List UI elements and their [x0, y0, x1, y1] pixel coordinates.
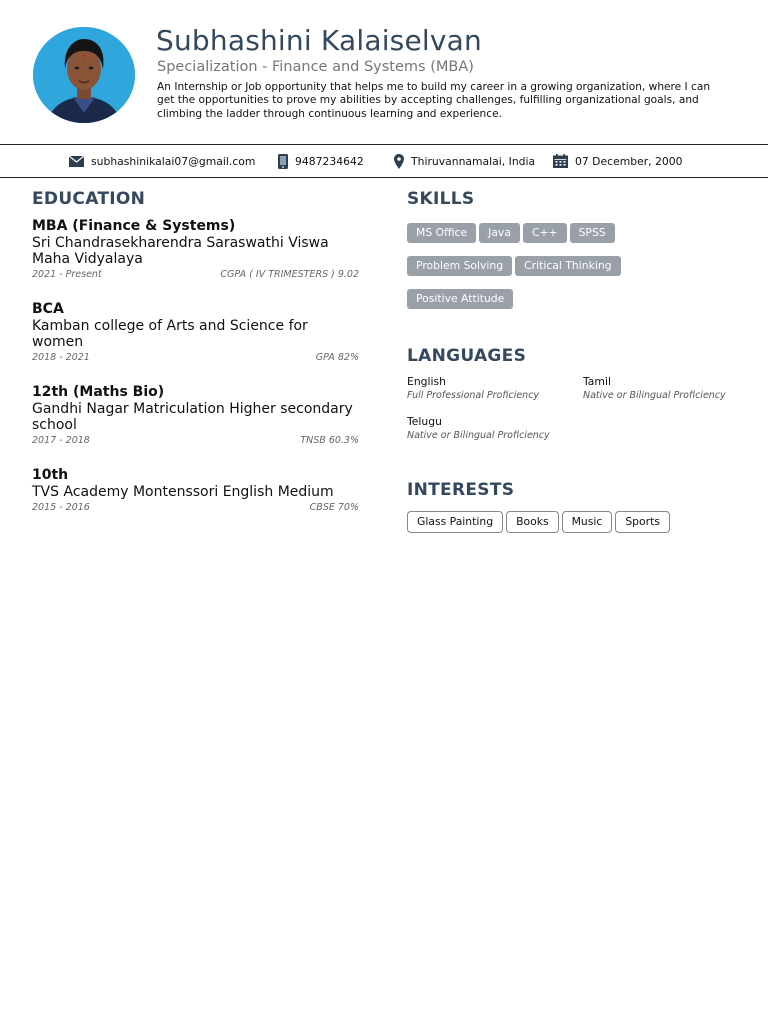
mobile-phone-icon: [278, 154, 288, 169]
interest-tag: Glass Painting: [407, 511, 503, 533]
skill-tag: MS Office: [407, 223, 476, 243]
education-item: [32, 384, 359, 446]
skill-tag: Positive Attitude: [407, 289, 513, 309]
skills-heading: SKILLS: [407, 189, 475, 209]
languages-heading: LANGUAGES: [407, 346, 527, 366]
language-level: Native or Bilingual Proficiency: [583, 390, 726, 401]
profile-photo: [33, 27, 135, 123]
specialization: Specialization - Finance and Systems (MBA): [157, 59, 474, 75]
map-pin-icon: [394, 154, 404, 169]
language-item: [407, 415, 550, 441]
education-institution: Gandhi Nagar Matriculation Higher secondary school: [32, 401, 353, 433]
education-heading: EDUCATION: [32, 189, 146, 209]
contact-dob: [553, 145, 683, 177]
contact-email[interactable]: [69, 145, 255, 177]
education-score: GPA 82%: [315, 352, 359, 363]
skill-tag: Critical Thinking: [515, 256, 620, 276]
education-score: CBSE 70%: [309, 502, 359, 513]
interests-heading: INTERESTS: [407, 480, 515, 500]
envelope-icon: [69, 156, 84, 167]
education-item: [32, 301, 359, 363]
language-name: English: [407, 375, 446, 388]
career-objective: An Internship or Job opportunity that helps me to build my career in a growing organization, where I can get the opportunities to prove my abilities by accepting challenges, fulfilling organizational goals, and climbing the ladder through continuous learning and experience.: [157, 81, 711, 120]
contact-phone[interactable]: [278, 145, 364, 177]
education-item: [32, 218, 359, 280]
language-item: [407, 375, 539, 401]
skill-tag: Java: [479, 223, 520, 243]
education-score: CGPA ( IV TRIMESTERS ) 9.02: [220, 269, 359, 280]
education-meta: [32, 502, 359, 513]
profile-photo-illustration: [33, 27, 135, 123]
education-degree: 10th: [32, 467, 69, 483]
language-name: Tamil: [583, 375, 611, 388]
language-level: Native or Bilingual Proficiency: [407, 430, 550, 441]
candidate-name: Subhashini Kalaiselvan: [156, 24, 482, 57]
contact-location: [394, 145, 535, 177]
location-text: Thiruvannamalai, India: [411, 154, 536, 168]
interest-tag: Books: [506, 511, 559, 533]
education-period: 2015 - 2016: [32, 502, 90, 513]
phone-text: 9487234642: [295, 154, 364, 168]
education-meta: [32, 352, 359, 363]
education-item: [32, 467, 359, 513]
calendar-icon: [553, 154, 568, 168]
interest-tag: Music: [562, 511, 613, 533]
skills-list: [407, 221, 737, 320]
resume-header: [0, 0, 768, 145]
education-degree: BCA: [32, 301, 64, 317]
education-score: TNSB 60.3%: [300, 435, 359, 446]
education-period: 2021 - Present: [32, 269, 102, 280]
language-level: Full Professional Proficiency: [407, 390, 540, 401]
skill-tag: SPSS: [570, 223, 615, 243]
education-degree: MBA (Finance & Systems): [32, 218, 236, 234]
contact-bar: [0, 144, 768, 178]
education-period: 2017 - 2018: [32, 435, 90, 446]
dob-text: 07 December, 2000: [575, 154, 683, 168]
interests-list: [407, 510, 747, 533]
education-institution: Kamban college of Arts and Science for women: [32, 318, 308, 350]
email-text: subhashinikalai07@gmail.com: [91, 154, 256, 168]
education-meta: [32, 269, 359, 280]
education-institution: TVS Academy Montenssori English Medium: [32, 484, 334, 500]
language-name: Telugu: [407, 415, 442, 428]
education-period: 2018 - 2021: [32, 352, 90, 363]
skill-tag: Problem Solving: [407, 256, 512, 276]
education-meta: [32, 435, 359, 446]
skill-tag: C++: [523, 223, 567, 243]
education-institution: Sri Chandrasekharendra Saraswathi Viswa Maha Vidyalaya: [32, 235, 329, 267]
interest-tag: Sports: [615, 511, 670, 533]
education-degree: 12th (Maths Bio): [32, 384, 165, 400]
language-item: [583, 375, 726, 401]
